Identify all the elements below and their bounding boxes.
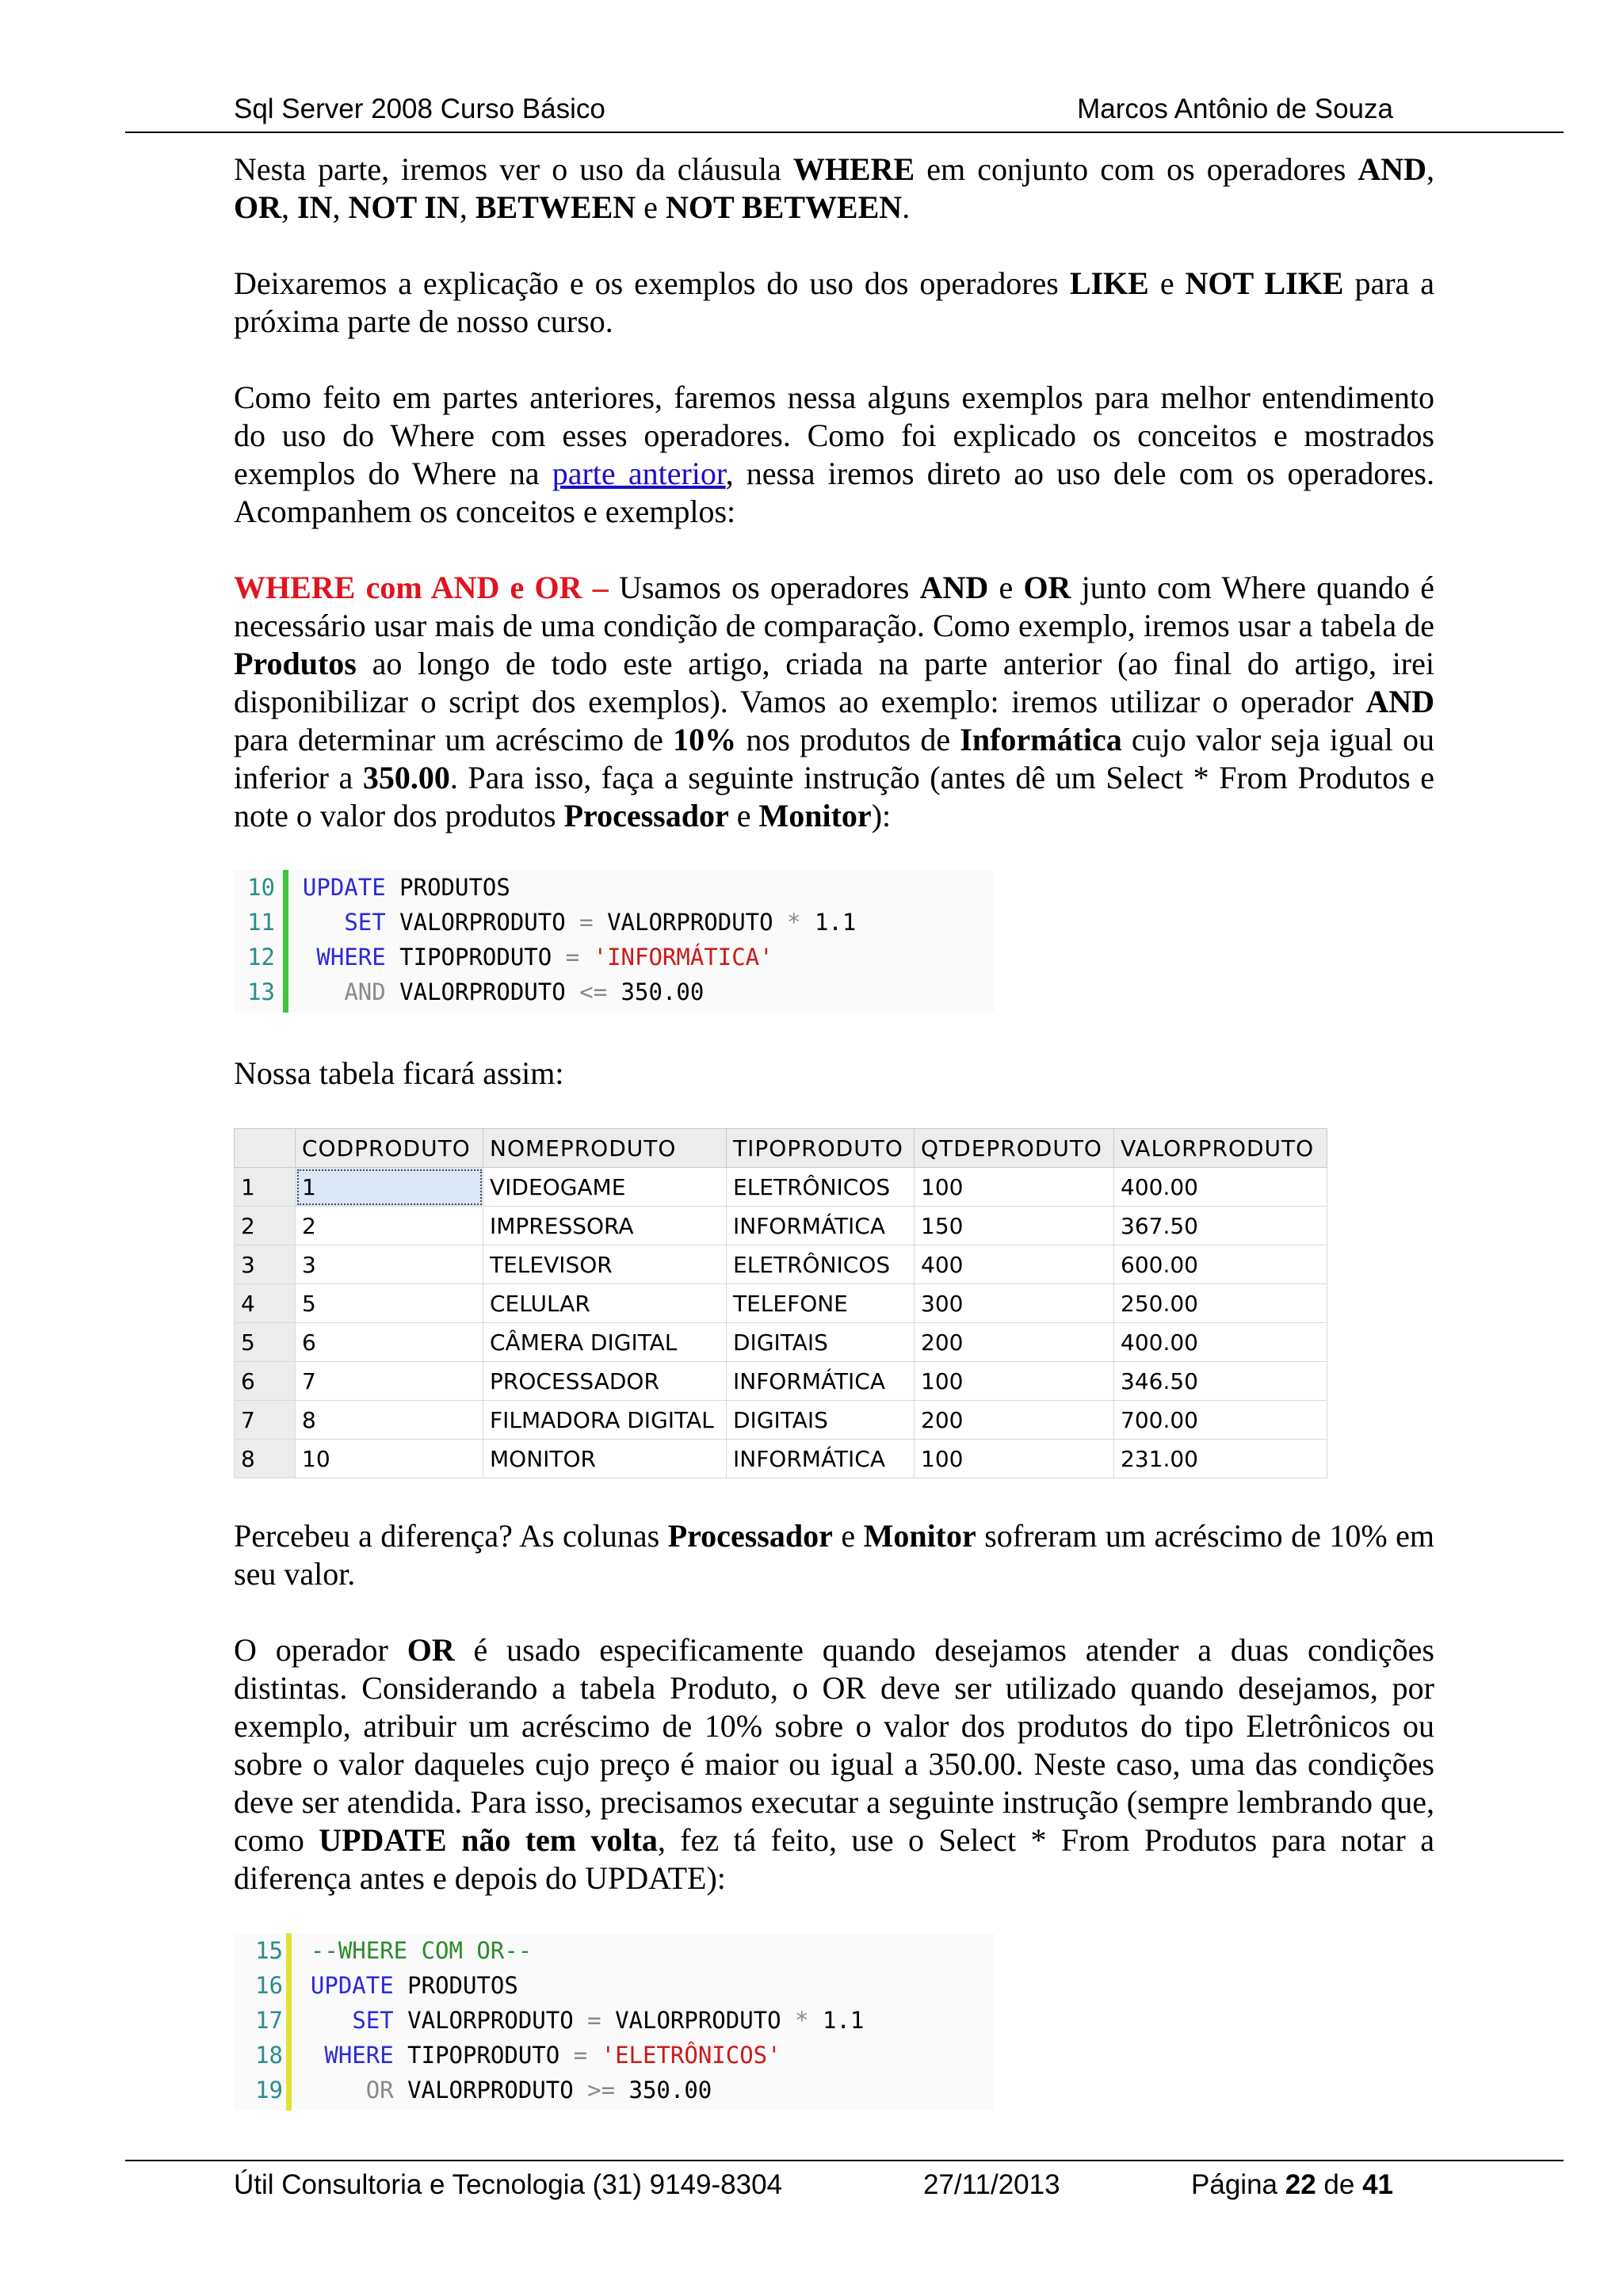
code-line: 17 SET VALORPRODUTO = VALORPRODUTO * 1.1 — [255, 2007, 865, 2034]
table-cell[interactable]: 6 — [296, 1323, 483, 1362]
table-cell[interactable]: 400.00 — [1114, 1323, 1327, 1362]
section-heading-where-and-or: WHERE com AND e OR – — [234, 570, 619, 605]
table-cell[interactable]: 7 — [296, 1362, 483, 1401]
results-grid — [234, 1128, 1327, 1478]
table-cell[interactable]: IMPRESSORA — [483, 1207, 727, 1245]
table-row[interactable] — [235, 1323, 1327, 1362]
table-cell[interactable]: 1 — [296, 1168, 483, 1207]
table-row[interactable] — [235, 1362, 1327, 1401]
column-header[interactable]: TIPOPRODUTO — [727, 1129, 915, 1168]
paragraph-difference: Percebeu a diferença? As colunas Processador e Monitor sofreram um acréscimo de 10% em seu valor. — [234, 1518, 1434, 1592]
code-line: 18 WHERE TIPOPRODUTO = 'ELETRÔNICOS' — [255, 2042, 781, 2069]
table-row[interactable] — [235, 1168, 1327, 1207]
table-cell[interactable]: DIGITAIS — [727, 1323, 915, 1362]
table-cell[interactable]: MONITOR — [483, 1440, 727, 1478]
table-cell[interactable]: 10 — [296, 1440, 483, 1478]
header-rule — [125, 132, 1564, 133]
footer-page-number: Página 22 de 41 — [1191, 2169, 1393, 2200]
code-line: 11 SET VALORPRODUTO = VALORPRODUTO * 1.1 — [247, 909, 857, 936]
paragraph-table-intro: Nossa tabela ficará assim: — [234, 1055, 564, 1091]
lower-content — [234, 1517, 1434, 1936]
header-course-title: Sql Server 2008 Curso Básico — [234, 93, 605, 124]
table-cell[interactable]: 367.50 — [1114, 1207, 1327, 1245]
code-line: 16 UPDATE PRODUTOS — [255, 1972, 518, 1999]
paragraph-and-or: WHERE com AND e OR – Usamos os operadores AND e OR junto com Where quando é necessário usar mais de uma condição de comparação. Como exemplo, iremos usar a tabela de Produtos ao longo de todo este artigo, criada na parte anterior (ao final do artigo, irei disponibilizar o script dos exemplos). Vamos ao exemplo: iremos utilizar o operador AND para determinar um acréscimo de 10% nos produtos de Informática cujo valor seja igual ou inferior a 350.00. Para isso, faça a seguinte instrução (antes dê um Select * From Produtos e note o valor dos produtos Processador e Monitor): — [234, 570, 1435, 833]
code-line: 19 OR VALORPRODUTO >= 350.00 — [255, 2077, 712, 2103]
table-cell[interactable]: 346.50 — [1114, 1362, 1327, 1401]
grid-header-row — [235, 1129, 1327, 1168]
table-cell[interactable]: 3 — [296, 1245, 483, 1284]
table-cell[interactable]: TELEFONE — [727, 1284, 915, 1323]
table-cell[interactable]: ELETRÔNICOS — [727, 1245, 915, 1284]
page-footer — [234, 2169, 1393, 2209]
row-number: 7 — [235, 1401, 296, 1440]
footer-date: 27/11/2013 — [923, 2169, 1060, 2200]
table-row[interactable] — [235, 1401, 1327, 1440]
header-author: Marcos Antônio de Souza — [1077, 93, 1393, 124]
table-cell[interactable]: 100 — [915, 1440, 1114, 1478]
table-cell[interactable]: CÂMERA DIGITAL — [483, 1323, 727, 1362]
table-cell[interactable]: INFORMÁTICA — [727, 1207, 915, 1245]
column-header[interactable]: QTDEPRODUTO — [915, 1129, 1114, 1168]
table-cell[interactable]: 150 — [915, 1207, 1114, 1245]
row-number: 8 — [235, 1440, 296, 1478]
body-content — [234, 151, 1434, 873]
paragraph-intro: Nesta parte, iremos ver o uso da cláusula WHERE em conjunto com os operadores AND, OR, IN, NOT IN, BETWEEN e NOT BETWEEN. — [234, 151, 1434, 225]
table-cell[interactable]: 8 — [296, 1401, 483, 1440]
table-cell[interactable]: 250.00 — [1114, 1284, 1327, 1323]
table-cell[interactable]: ELETRÔNICOS — [727, 1168, 915, 1207]
paragraph-examples: Como feito em partes anteriores, faremos nessa alguns exemplos para melhor entendimento do uso do Where com esses operadores. Como foi explicado os conceitos e mostrados exemplos do Where na parte anterior, nessa iremos direto ao uso dele com os operadores. Acompanhem os conceitos e exemplos: — [234, 379, 1434, 529]
table-cell[interactable]: 600.00 — [1114, 1245, 1327, 1284]
code-line: 13 AND VALORPRODUTO <= 350.00 — [247, 978, 705, 1005]
table-cell[interactable]: 2 — [296, 1207, 483, 1245]
table-cell[interactable]: FILMADORA DIGITAL — [483, 1401, 727, 1440]
table-cell[interactable]: 400.00 — [1114, 1168, 1327, 1207]
table-row[interactable] — [235, 1207, 1327, 1245]
column-header[interactable]: CODPRODUTO — [296, 1129, 483, 1168]
code-snippet-or — [234, 1933, 995, 2111]
column-header[interactable]: VALORPRODUTO — [1114, 1129, 1327, 1168]
table-row[interactable] — [235, 1245, 1327, 1284]
table-cell[interactable]: 100 — [915, 1168, 1114, 1207]
table-cell[interactable]: TELEVISOR — [483, 1245, 727, 1284]
code-line: 10 UPDATE PRODUTOS — [247, 874, 510, 901]
link-previous-part[interactable]: parte anterior — [552, 456, 726, 491]
table-cell[interactable]: 5 — [296, 1284, 483, 1323]
table-cell[interactable]: CELULAR — [483, 1284, 727, 1323]
table-cell[interactable]: INFORMÁTICA — [727, 1440, 915, 1478]
row-number: 5 — [235, 1323, 296, 1362]
footer-company: Útil Consultoria e Tecnologia (31) 9149-8304 — [234, 2169, 783, 2200]
table-cell[interactable]: PROCESSADOR — [483, 1362, 727, 1401]
footer-rule — [125, 2160, 1564, 2161]
table-cell[interactable]: INFORMÁTICA — [727, 1362, 915, 1401]
table-row[interactable] — [235, 1284, 1327, 1323]
row-number: 3 — [235, 1245, 296, 1284]
row-number: 6 — [235, 1362, 296, 1401]
table-cell[interactable]: 231.00 — [1114, 1440, 1327, 1478]
table-cell[interactable]: 400 — [915, 1245, 1114, 1284]
table-cell[interactable]: 200 — [915, 1323, 1114, 1362]
paragraph-like-note: Deixaremos a explicação e os exemplos do uso dos operadores LIKE e NOT LIKE para a próxima parte de nosso curso. — [234, 265, 1434, 339]
table-cell[interactable]: 700.00 — [1114, 1401, 1327, 1440]
grid-corner — [235, 1129, 296, 1168]
page-header — [234, 93, 1393, 133]
code-line: 12 WHERE TIPOPRODUTO = 'INFORMÁTICA' — [247, 944, 773, 971]
table-cell[interactable]: 300 — [915, 1284, 1114, 1323]
paragraph-or-operator: O operador OR é usado especificamente quando desejamos atender a duas condições distintas. Considerando a tabela Produto, o OR deve ser utilizado quando desejamos, por exemplo, atribuir um acréscimo de 10% sobre o valor dos produtos do tipo Eletrônicos ou sobre o valor daqueles cujo preço é maior ou igual a 350.00. Neste caso, uma das condições deve ser atendida. Para isso, precisamos executar a seguinte instrução (sempre lembrando que, como UPDATE não tem volta, fez tá feito, use o Select * From Produtos para notar a diferença antes e depois do UPDATE): — [234, 1632, 1434, 1896]
table-row[interactable] — [235, 1440, 1327, 1478]
table-cell[interactable]: 200 — [915, 1401, 1114, 1440]
row-number: 1 — [235, 1168, 296, 1207]
row-number: 2 — [235, 1207, 296, 1245]
table-cell[interactable]: 100 — [915, 1362, 1114, 1401]
column-header[interactable]: NOMEPRODUTO — [483, 1129, 727, 1168]
table-cell[interactable]: DIGITAIS — [727, 1401, 915, 1440]
code-snippet-and — [234, 870, 995, 1013]
row-number: 4 — [235, 1284, 296, 1323]
table-cell[interactable]: VIDEOGAME — [483, 1168, 727, 1207]
code-line: 15 --WHERE COM OR-- — [255, 1937, 533, 1964]
